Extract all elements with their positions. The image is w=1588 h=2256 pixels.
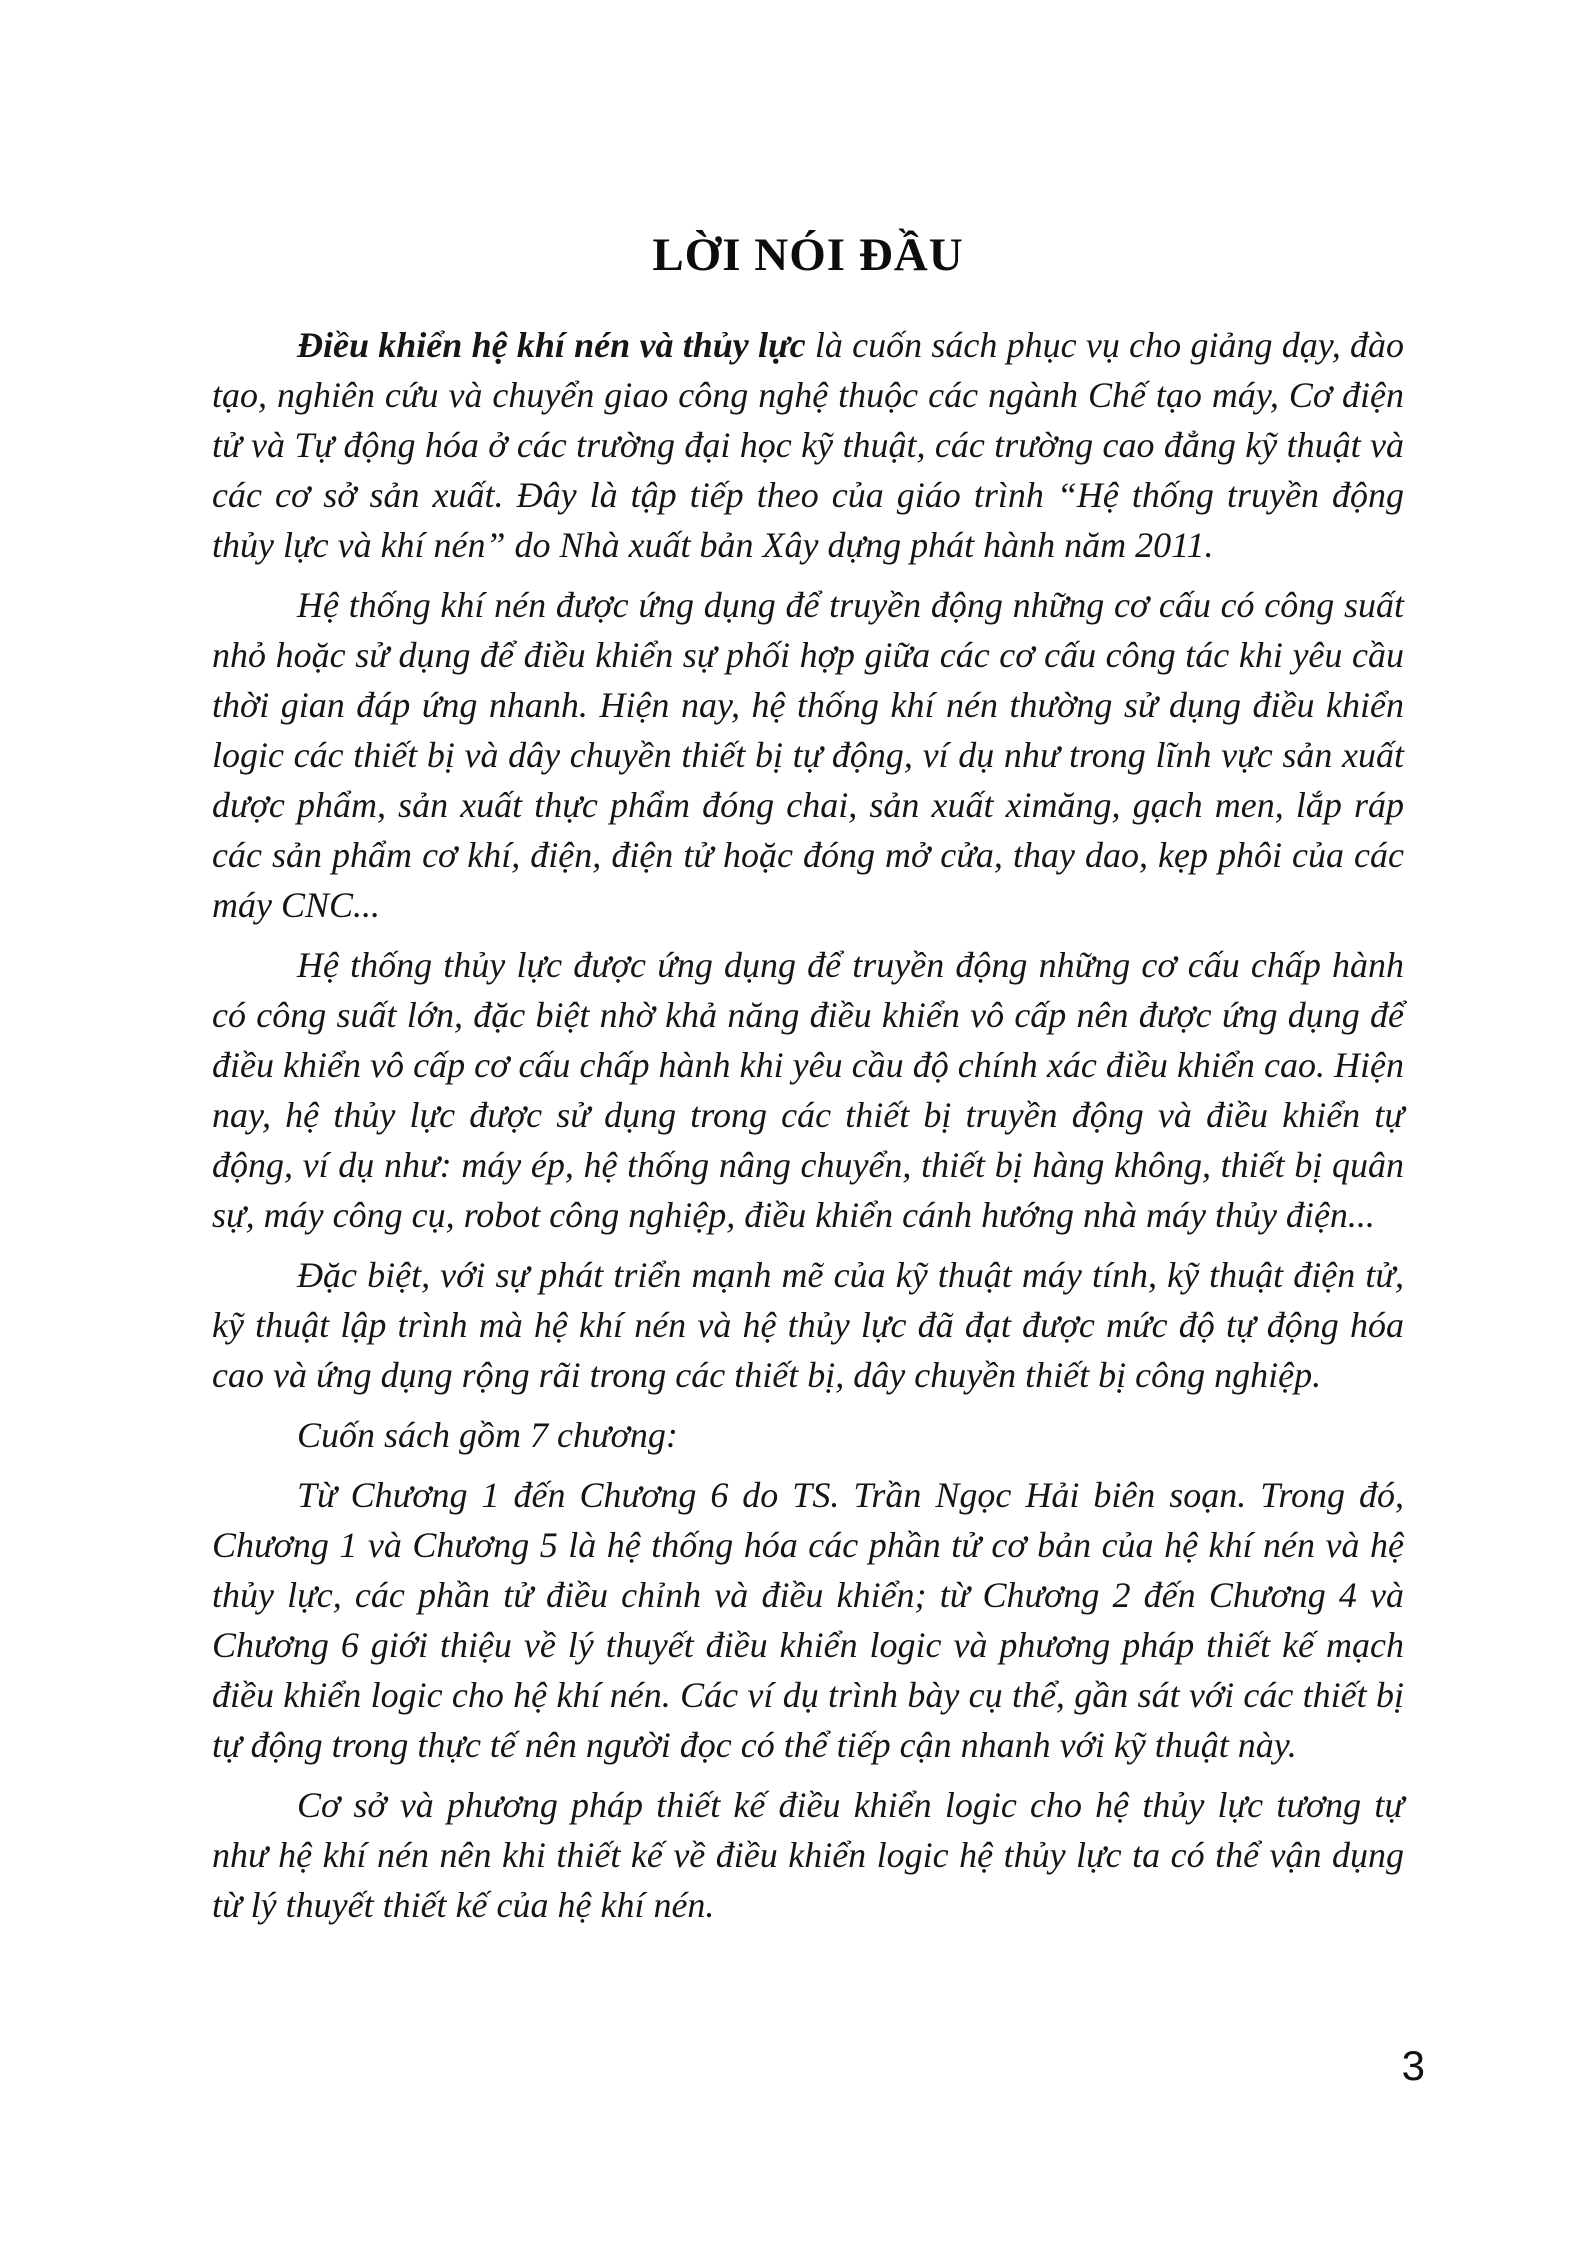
foreword-paragraph-2: Hệ thống khí nén được ứng dụng để truyền động những cơ cấu có công suất nhỏ hoặc sử dụng để điều khiển sự phối hợp giữa các cơ cấu công tác khi yêu cầu thời gian đáp ứng nhanh. Hiện nay, hệ thống khí nén thường sử dụng điều khiển logic các thiết bị và dây chuyền thiết bị tự động, ví dụ như trong lĩnh vực sản xuất dược phẩm, sản xuất thực phẩm đóng chai, sản xuất ximăng, gạch men, lắp ráp các sản phẩm cơ khí, điện, điện tử hoặc đóng mở cửa, thay dao, kẹp phôi của các máy CNC... — [212, 585, 1404, 925]
foreword-paragraph-1 — [212, 320, 1404, 570]
page-title: LỜI NÓI ĐẦU — [652, 229, 964, 281]
paragraph-1-text: là cuốn sách phục vụ cho giảng dạy, đào tạo, nghiên cứu và chuyển giao công nghệ thuộc các ngành Chế tạo máy, Cơ điện tử và Tự động hóa ở các trường đại học kỹ thuật, các trường cao đẳng kỹ thuật và các cơ sở sản xuất. Đây là tập tiếp theo của giáo trình “Hệ thống truyền động thủy lực và khí nén” do Nhà xuất bản Xây dựng phát hành năm 2011. — [212, 325, 1404, 565]
foreword-paragraph-3: Hệ thống thủy lực được ứng dụng để truyền động những cơ cấu chấp hành có công suất lớn, đặc biệt nhờ khả năng điều khiển vô cấp nên được ứng dụng để điều khiển vô cấp cơ cấu chấp hành khi yêu cầu độ chính xác điều khiển cao. Hiện nay, hệ thủy lực được sử dụng trong các thiết bị truyền động và điều khiển tự động, ví dụ như: máy ép, hệ thống nâng chuyển, thiết bị hàng không, thiết bị quân sự, máy công cụ, robot công nghiệp, điều khiển cánh hướng nhà máy thủy điện... — [212, 945, 1404, 1235]
foreword-paragraph-7: Cơ sở và phương pháp thiết kế điều khiển logic cho hệ thủy lực tương tự như hệ khí nén nên khi thiết kế về điều khiển logic hệ thủy lực ta có thể vận dụng từ lý thuyết thiết kế của hệ khí nén. — [212, 1785, 1404, 1925]
foreword-paragraph-6: Từ Chương 1 đến Chương 6 do TS. Trần Ngọc Hải biên soạn. Trong đó, Chương 1 và Chương 5 là hệ thống hóa các phần tử cơ bản của hệ khí nén và hệ thủy lực, các phần tử điều chỉnh và điều khiển; từ Chương 2 đến Chương 4 và Chương 6 giới thiệu về lý thuyết điều khiển logic và phương pháp thiết kế mạch điều khiển logic cho hệ khí nén. Các ví dụ trình bày cụ thể, gần sát với các thiết bị tự động trong thực tế nên người đọc có thể tiếp cận nhanh với kỹ thuật này. — [212, 1475, 1404, 1765]
foreword-content — [212, 228, 1404, 1940]
page-number: 3 — [1401, 2042, 1425, 2089]
book-title-lead: Điều khiển hệ khí nén và thủy lực — [297, 325, 806, 365]
foreword-paragraph-5: Cuốn sách gồm 7 chương: — [297, 1415, 678, 1455]
foreword-paragraph-4: Đặc biệt, với sự phát triển mạnh mẽ của kỹ thuật máy tính, kỹ thuật điện tử, kỹ thuật lập trình mà hệ khí nén và hệ thủy lực đã đạt được mức độ tự động hóa cao và ứng dụng rộng rãi trong các thiết bị, dây chuyền thiết bị công nghiệp. — [212, 1255, 1404, 1395]
foreword-body — [212, 320, 1404, 1930]
